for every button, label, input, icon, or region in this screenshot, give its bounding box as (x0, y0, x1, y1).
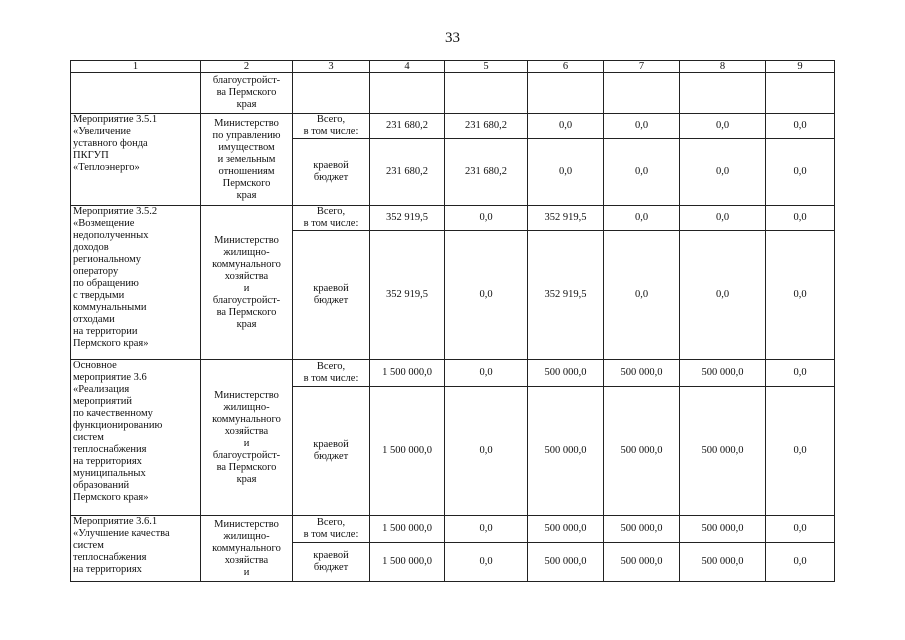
carryover-measure-cell (71, 73, 201, 114)
amount-cell: 0,0 (766, 139, 835, 206)
table-row-total (71, 114, 835, 139)
amount-cell: 0,0 (766, 516, 835, 543)
funding-source: краевой бюджет (293, 231, 370, 360)
empty-cell (604, 73, 680, 114)
column-header: 7 (604, 61, 680, 73)
amount-cell: 0,0 (604, 231, 680, 360)
empty-cell (445, 73, 528, 114)
funding-source: краевой бюджет (293, 139, 370, 206)
amount-cell: 0,0 (445, 543, 528, 582)
amount-cell: 0,0 (445, 231, 528, 360)
amount-cell: 0,0 (766, 114, 835, 139)
column-header: 2 (201, 61, 293, 73)
amount-cell: 231 680,2 (370, 114, 445, 139)
table-row-total (71, 360, 835, 387)
empty-cell (370, 73, 445, 114)
amount-cell: 1 500 000,0 (370, 360, 445, 387)
amount-cell: 0,0 (766, 387, 835, 516)
amount-cell: 0,0 (528, 139, 604, 206)
table-row-total (71, 516, 835, 543)
measure-name: Основное мероприятие 3.6 «Реализация мероприятий по качественному функционированию систем теплоснабжения на территориях муниципальных образований Пермского края» (71, 360, 201, 516)
amount-cell: 0,0 (445, 516, 528, 543)
amount-cell: 0,0 (680, 114, 766, 139)
column-header: 8 (680, 61, 766, 73)
budget-table (70, 60, 835, 582)
amount-cell: 352 919,5 (370, 206, 445, 231)
amount-cell: 352 919,5 (528, 206, 604, 231)
amount-cell: 500 000,0 (528, 360, 604, 387)
responsible-executor: Министерство жилищно- коммунального хозяйства и благоустройст- ва Пермского края (201, 360, 293, 516)
measure-name: Мероприятие 3.5.1 «Увеличение уставного фонда ПКГУП «Теплоэнерго» (71, 114, 201, 206)
column-header: 9 (766, 61, 835, 73)
column-header: 6 (528, 61, 604, 73)
amount-cell: 500 000,0 (528, 516, 604, 543)
amount-cell: 0,0 (604, 139, 680, 206)
amount-cell: 500 000,0 (604, 360, 680, 387)
amount-cell: 352 919,5 (528, 231, 604, 360)
amount-cell: 0,0 (680, 139, 766, 206)
empty-cell (528, 73, 604, 114)
carryover-row (71, 73, 835, 114)
amount-cell: 0,0 (528, 114, 604, 139)
responsible-executor: Министерство по управлению имуществом и земельным отношениям Пермского края (201, 114, 293, 206)
header-row (71, 61, 835, 73)
amount-cell: 0,0 (680, 231, 766, 360)
amount-cell: 0,0 (766, 231, 835, 360)
funding-source: Всего, в том числе: (293, 114, 370, 139)
measure-name: Мероприятие 3.6.1 «Улучшение качества систем теплоснабжения на территориях (71, 516, 201, 582)
amount-cell: 231 680,2 (445, 114, 528, 139)
empty-cell (293, 73, 370, 114)
amount-cell: 500 000,0 (528, 387, 604, 516)
funding-source: Всего, в том числе: (293, 360, 370, 387)
amount-cell: 0,0 (604, 206, 680, 231)
amount-cell: 0,0 (766, 543, 835, 582)
column-header: 5 (445, 61, 528, 73)
amount-cell: 0,0 (604, 114, 680, 139)
amount-cell: 0,0 (445, 206, 528, 231)
amount-cell: 0,0 (766, 360, 835, 387)
amount-cell: 0,0 (680, 206, 766, 231)
amount-cell: 500 000,0 (680, 387, 766, 516)
amount-cell: 1 500 000,0 (370, 543, 445, 582)
amount-cell: 352 919,5 (370, 231, 445, 360)
amount-cell: 231 680,2 (445, 139, 528, 206)
responsible-executor: Министерство жилищно- коммунального хозяйства и благоустройст- ва Пермского края (201, 206, 293, 360)
measure-name: Мероприятие 3.5.2 «Возмещение недополученных доходов региональному оператору по обращению с твердыми коммунальными отходами на территории Пермского края» (71, 206, 201, 360)
column-header: 1 (71, 61, 201, 73)
amount-cell: 1 500 000,0 (370, 387, 445, 516)
amount-cell: 1 500 000,0 (370, 516, 445, 543)
empty-cell (766, 73, 835, 114)
funding-source: краевой бюджет (293, 387, 370, 516)
amount-cell: 231 680,2 (370, 139, 445, 206)
amount-cell: 500 000,0 (604, 387, 680, 516)
funding-source: краевой бюджет (293, 543, 370, 582)
table-body (71, 61, 835, 582)
amount-cell: 0,0 (445, 360, 528, 387)
amount-cell: 500 000,0 (680, 360, 766, 387)
page-number: 33 (445, 30, 460, 46)
amount-cell: 0,0 (445, 387, 528, 516)
table-row-total (71, 206, 835, 231)
amount-cell: 500 000,0 (680, 516, 766, 543)
column-header: 3 (293, 61, 370, 73)
empty-cell (680, 73, 766, 114)
amount-cell: 500 000,0 (604, 516, 680, 543)
responsible-executor: Министерство жилищно- коммунального хозяйства и (201, 516, 293, 582)
funding-source: Всего, в том числе: (293, 206, 370, 231)
amount-cell: 500 000,0 (604, 543, 680, 582)
column-header: 4 (370, 61, 445, 73)
carryover-responsible: благоустройст- ва Пермского края (201, 73, 293, 114)
amount-cell: 500 000,0 (680, 543, 766, 582)
amount-cell: 0,0 (766, 206, 835, 231)
amount-cell: 500 000,0 (528, 543, 604, 582)
funding-source: Всего, в том числе: (293, 516, 370, 543)
